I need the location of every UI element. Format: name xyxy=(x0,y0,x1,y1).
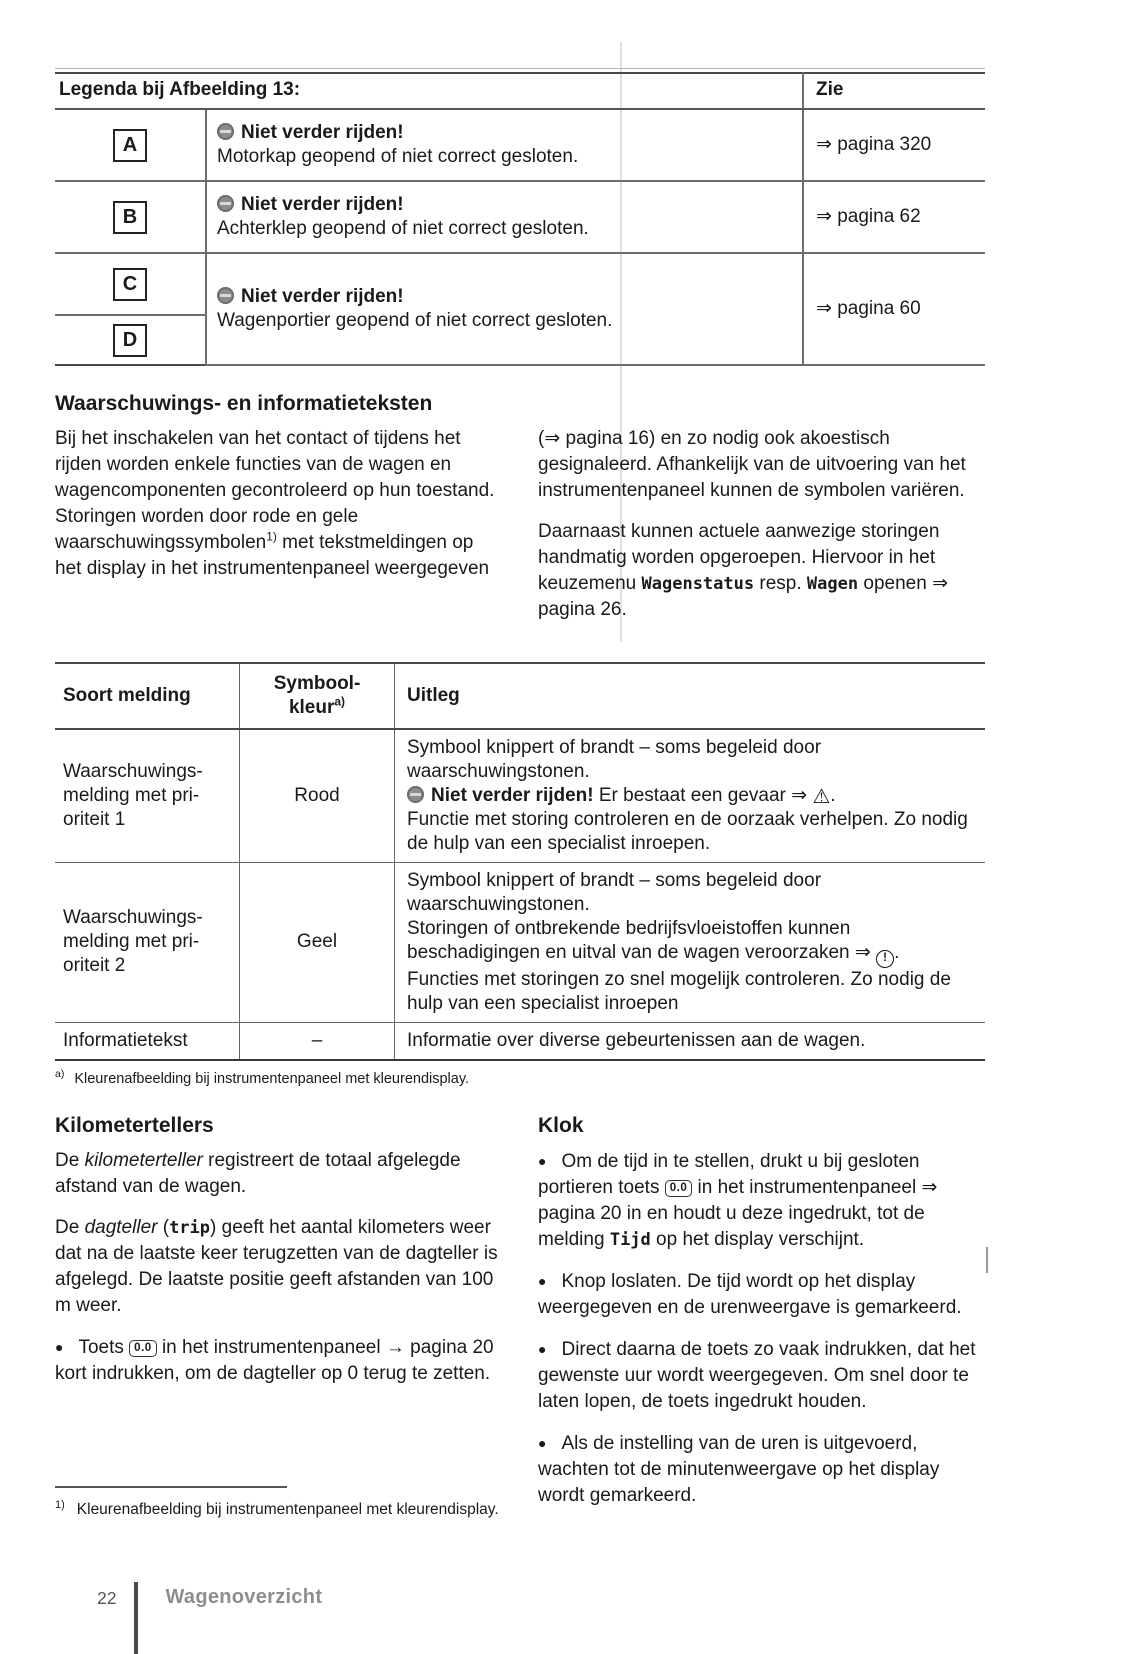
message-type-cell: Informatietekst xyxy=(55,1022,240,1060)
footnote-ref: 1) xyxy=(266,529,277,544)
section-heading-clock: Klok xyxy=(538,1113,584,1137)
bullet-icon: ● xyxy=(538,1152,547,1169)
column-header-explanation: Uitleg xyxy=(395,663,986,729)
see-column-header: Zie xyxy=(803,73,985,109)
chapter-title: Wagenoverzicht xyxy=(165,1586,323,1608)
display-message-tijd: Tijd xyxy=(609,1229,651,1250)
stop-icon xyxy=(217,287,234,304)
table-row xyxy=(55,109,985,181)
callout-letter-a: A xyxy=(113,129,147,162)
legend-table xyxy=(55,72,985,366)
symbol-color-cell: – xyxy=(240,1022,395,1060)
odometer-reset-key: 0.0 xyxy=(665,1180,693,1197)
footnote-ref: a) xyxy=(334,694,346,709)
explanation-cell: Symbool knippert of brandt – soms begeleid door waarschuwingstonen. Niet verder rijden! Er bestaat een gevaar ⇒ ⚠. Functie met storing controleren en de oorzaak verhelpen. Zo nodig de hulp van een specialist inroepen. xyxy=(395,729,986,863)
table-row xyxy=(55,863,985,1023)
bullet-item: ● Als de instelling van de uren is uitgevoerd, wachten tot de minutenweergave op het display wordt gemarkeerd. xyxy=(538,1430,985,1509)
paragraph: Daarnaast kunnen actuele aanwezige storingen handmatig worden opgeroepen. Hiervoor in het keuzemenu Wagenstatus resp. Wagen openen ⇒ pagina 26. xyxy=(538,521,948,620)
bullet-item: ● Direct daarna de toets zo vaak indrukken, dat het gewenste uur wordt weergegeven. Om snel door te laten lopen, de toets ingedrukt houden. xyxy=(538,1336,985,1415)
warning-title: Niet verder rijden! xyxy=(241,286,404,307)
legend-title: Legenda bij Afbeelding 13: xyxy=(55,73,803,109)
page-footnote: $^{1)}$ Kleurenafbeelding bij instrumentenpaneel met kleurendisplay. xyxy=(55,1486,675,1520)
bullet-item: ● Toets 0.0 in het instrumentenpaneel → pagina 20 kort indrukken, om de dagteller op 0 terug te zetten. xyxy=(55,1334,502,1387)
message-table-header-row xyxy=(55,663,985,729)
callout-letter-d: D xyxy=(113,324,147,357)
see-reference: ⇒ pagina 62 xyxy=(803,181,985,253)
bullet-icon: ● xyxy=(538,1272,547,1289)
exclamation-circle-icon: ! xyxy=(876,950,894,968)
table-row xyxy=(55,181,985,253)
see-reference: ⇒ pagina 60 xyxy=(803,253,985,365)
bullet-icon: ● xyxy=(55,1338,64,1355)
table-row xyxy=(55,729,985,863)
menu-item-wagen: Wagen xyxy=(806,574,859,594)
page-number: 22 xyxy=(97,1588,117,1608)
paragraph: Bij het inschakelen van het contact of tijdens het rijden worden enkele functies van de wagen en wagencomponenten gecontroleerd op hun toestand. Storingen worden door rode en gele waarschuwingssymbolen$^{1)}$ met tekstmeldingen op het display in het instrumentenpaneel weergegeven xyxy=(55,428,495,579)
footnote-marker: a) xyxy=(55,1067,65,1080)
page-footer xyxy=(97,1582,322,1654)
section-heading-odometers: Kilometertellers xyxy=(55,1113,214,1137)
warning-title: Niet verder rijden! xyxy=(431,785,594,806)
bullet-icon: ● xyxy=(538,1434,547,1451)
see-reference: ⇒ pagina 320 xyxy=(803,109,985,181)
top-rule xyxy=(55,68,985,69)
callout-letter-b: B xyxy=(113,201,147,234)
warning-title: Niet verder rijden! xyxy=(241,194,404,215)
legend-header-row xyxy=(55,73,985,109)
symbol-color-cell: Geel xyxy=(240,863,395,1023)
bullet-item: ● Knop loslaten. De tijd wordt op het display weergegeven en de urenweergave is gemarkeerd. xyxy=(538,1268,985,1321)
callout-letter-c: C xyxy=(113,268,147,301)
table-row xyxy=(55,1022,985,1060)
explanation-cell: Symbool knippert of brandt – soms begeleid door waarschuwingstonen. Storingen of ontbrekende bedrijfsvloeistoffen kunnen beschadigingen en uitval van de wagen veroorzaken ⇒ ! . Functies met storingen zo snel mogelijk controleren. Zo nodig de hulp van een specialist inroepen xyxy=(395,863,986,1023)
paragraph: De kilometerteller registreert de totaal afgelegde afstand van de wagen. xyxy=(55,1149,461,1197)
footer-divider-bar xyxy=(134,1582,138,1654)
left-column xyxy=(55,1088,502,1524)
warning-description: Motorkap geopend of niet correct gesloten. xyxy=(217,146,579,167)
warning-description: Achterklep geopend of niet correct gesloten. xyxy=(217,218,589,239)
message-type-cell: Waarschuwings- melding met pri- oriteit 2 xyxy=(55,863,240,1023)
odometer-reset-key: 0.0 xyxy=(129,1340,157,1357)
manual-page xyxy=(55,68,985,1524)
right-column xyxy=(538,1088,985,1524)
footnote-rule xyxy=(55,1486,287,1488)
symbol-color-cell: Rood xyxy=(240,729,395,863)
message-type-cell: Waarschuwings- melding met pri- oriteit 1 xyxy=(55,729,240,863)
explanation-cell: Informatie over diverse gebeurtenissen aan de wagen. xyxy=(395,1022,986,1060)
stop-icon xyxy=(217,123,234,140)
bullet-item: ● Om de tijd in te stellen, drukt u bij gesloten portieren toets 0.0 in het instrumentenpaneel ⇒ pagina 20 in en houdt u deze ingedrukt, tot de melding Tijd op het display verschijnt. xyxy=(538,1148,985,1253)
stop-icon xyxy=(407,786,424,803)
paragraph: De dagteller (trip) geeft het aantal kilometers weer dat na de laatste keer terugzetten van de dagteller is afgelegd. De laatste positie geeft afstanden van 100 m weer. xyxy=(55,1216,498,1316)
stop-icon xyxy=(217,195,234,212)
section-heading-warnings: Waarschuwings- en informatieteksten xyxy=(55,392,433,415)
menu-item-wagenstatus: Wagenstatus xyxy=(641,574,755,594)
left-column xyxy=(55,426,502,638)
scan-artifact-mark xyxy=(986,1247,988,1273)
column-header-color: Symbool- kleur$^{a)}$ xyxy=(240,663,395,729)
column-header-type: Soort melding xyxy=(55,663,240,729)
message-type-table xyxy=(55,662,985,1061)
warnings-columns xyxy=(55,426,985,638)
table-footnote: $^{a)}$ Kleurenafbeelding bij instrumentenpaneel met kleurendisplay. xyxy=(55,1067,470,1087)
table-row xyxy=(55,253,985,315)
footnote-marker: 1) xyxy=(55,1498,65,1511)
warning-triangle-icon: ⚠ xyxy=(812,784,831,808)
trip-label: trip xyxy=(169,1217,211,1238)
warning-description: Wagenportier geopend of niet correct gesloten. xyxy=(217,310,613,331)
paragraph: (⇒ pagina 16) en zo nodig ook akoestisch gesignaleerd. Afhankelijk van de uitvoering van het instrumentenpaneel kunnen de symbolen variëren. xyxy=(538,428,966,501)
bullet-icon: ● xyxy=(538,1340,547,1357)
right-column xyxy=(538,426,985,638)
warning-title: Niet verder rijden! xyxy=(241,122,404,143)
bottom-columns xyxy=(55,1088,985,1524)
